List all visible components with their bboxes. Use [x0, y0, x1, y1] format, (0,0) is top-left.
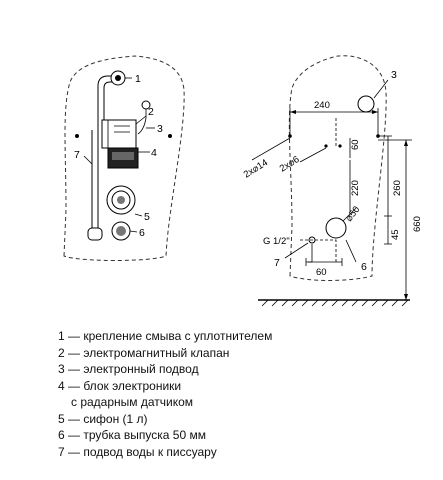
legend: [58, 328, 438, 460]
dim-220: 220: [350, 180, 361, 196]
right-sensor: [358, 96, 374, 112]
right-callout-7: 7: [274, 257, 280, 269]
legend-item-4: 4 — блок электроники: [58, 378, 182, 393]
left-urinal-view: [64, 56, 184, 261]
dim-45: 45: [390, 229, 401, 240]
right-callout-6: 6: [361, 261, 367, 273]
right-urinal-outline: [289, 56, 386, 281]
legend-item-6: 6 — трубка выпуска 50 мм: [58, 428, 206, 442]
callout-7: 7: [74, 149, 80, 161]
right-dimension-view: [242, 56, 423, 306]
callout-1: 1: [135, 73, 141, 85]
callout-4: 4: [151, 147, 157, 159]
dim-260: 260: [392, 180, 403, 196]
legend-item-5: 5 — сифон (1 л): [58, 411, 148, 426]
legend-item-3: 3 — электронный подвод: [58, 362, 199, 376]
callout-2: 2: [148, 106, 154, 118]
legend-item-4-continued: [58, 394, 438, 411]
dim-holes-6: 2x⌀6: [277, 154, 302, 175]
dim-holes-14: 2x⌀14: [241, 157, 270, 181]
callout-5: 5: [144, 211, 150, 223]
legend-item-4-continuation: с радарным датчиком: [71, 395, 194, 409]
supply-connector: [88, 228, 102, 240]
dim-60-top: 60: [350, 139, 361, 150]
legend-item-2: 2 — электромагнитный клапан: [58, 345, 230, 360]
dim-60-bottom: 60: [316, 267, 327, 278]
callout-3: 3: [157, 123, 163, 135]
solenoid-valve: [102, 120, 136, 148]
flush-pipe: [98, 76, 112, 120]
dim-thread: G 1/2'': [263, 236, 290, 247]
dim-240: 240: [314, 100, 330, 111]
legend-item-7: 7 — подвод воды к писсуару: [58, 444, 217, 459]
dim-660: 660: [412, 216, 423, 232]
dim-diameter-50: ⌀50: [343, 204, 363, 224]
legend-item-1: 1 — крепление смыва с уплотнителем: [58, 329, 273, 343]
right-callout-3: 3: [391, 69, 397, 81]
callout-6: 6: [139, 227, 145, 239]
